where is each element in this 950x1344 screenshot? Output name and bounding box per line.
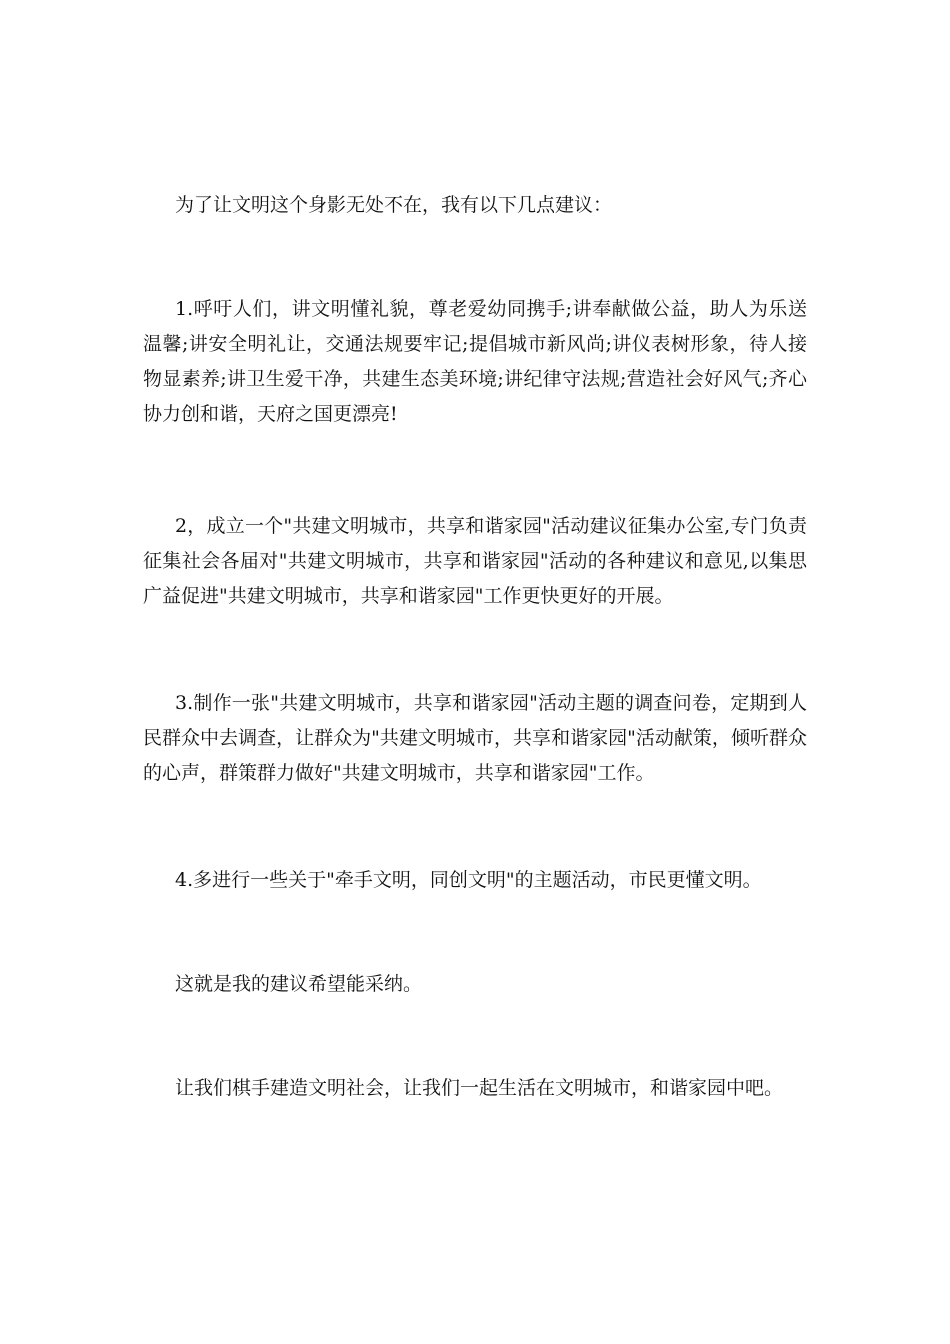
paragraph-intro: 为了让文明这个身影无处不在，我有以下几点建议： (175, 194, 613, 216)
paragraph-suggestion-2: 2，成立一个"共建文明城市，共享和谐家园"活动建议征集办公室,专门负责征集社会各届对"共建文明城市，共享和谐家园"活动的各种建议和意见,以集思广益促进"共建文明城市，共享和谐家园"工作更快更好的开展。 (143, 515, 807, 607)
paragraph-closing: 这就是我的建议希望能采纳。 (175, 973, 423, 995)
paragraph-suggestion-3: 3.制作一张"共建文明城市，共享和谐家园"活动主题的调查问卷，定期到人民群众中去调查，让群众为"共建文明城市，共享和谐家园"活动献策，倾听群众的心声，群策群力做好"共建文明城市，共享和谐家园"工作。 (143, 692, 807, 784)
paragraph-call-to-action: 让我们棋手建造文明社会，让我们一起生活在文明城市，和谐家园中吧。 (175, 1077, 784, 1099)
paragraph-suggestion-4: 4.多进行一些关于"牵手文明，同创文明"的主题活动，市民更懂文明。 (175, 869, 762, 891)
paragraph-suggestion-1: 1.呼吁人们，讲文明懂礼貌，尊老爱幼同携手;讲奉献做公益，助人为乐送温馨;讲安全明礼让，交通法规要牢记;提倡城市新风尚;讲仪表树形象，待人接物显素养;讲卫生爱干净，共建生态美环境;讲纪律守法规;营造社会好风气;齐心协力创和谐，天府之国更漂亮! (143, 298, 807, 425)
